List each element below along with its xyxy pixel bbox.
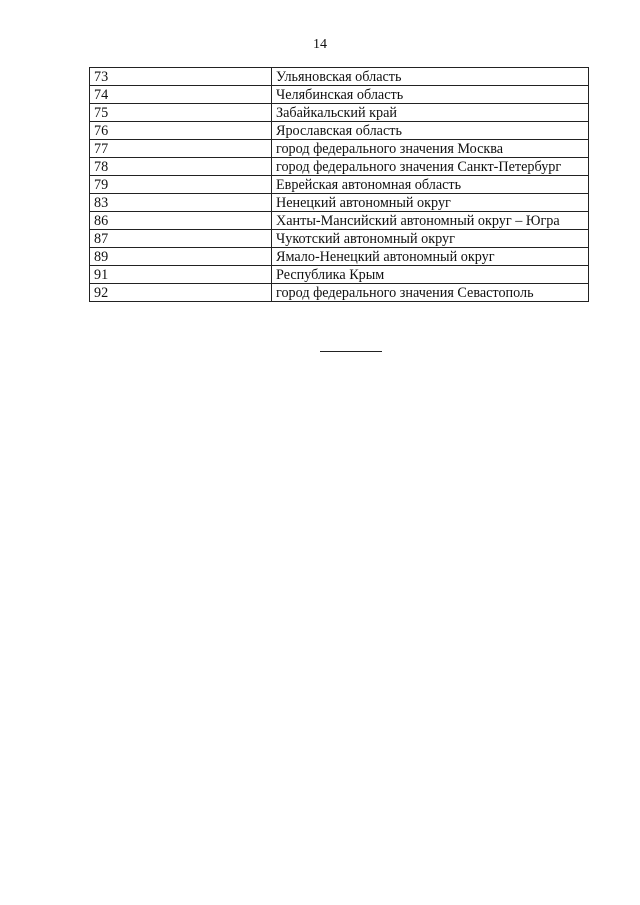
region-code-cell: 79 [90,176,272,194]
region-code-cell: 86 [90,212,272,230]
region-code-cell: 74 [90,86,272,104]
region-name-cell: город федерального значения Москва [272,140,589,158]
region-name-cell: Ханты-Мансийский автономный округ – Югра [272,212,589,230]
table-row [90,266,589,284]
region-name-cell: Забайкальский край [272,104,589,122]
table-row [90,212,589,230]
region-name-cell: Ямало-Ненецкий автономный округ [272,248,589,266]
region-code-cell: 83 [90,194,272,212]
region-code-cell: 87 [90,230,272,248]
region-code-cell: 89 [90,248,272,266]
table-row [90,284,589,302]
region-code-cell: 75 [90,104,272,122]
region-name-cell: Челябинская область [272,86,589,104]
table-row [90,194,589,212]
region-code-cell: 92 [90,284,272,302]
table-row [90,158,589,176]
region-name-cell: Чукотский автономный округ [272,230,589,248]
region-name-cell: Еврейская автономная область [272,176,589,194]
table-row [90,122,589,140]
table-row [90,248,589,266]
table-row [90,68,589,86]
table-row [90,140,589,158]
region-code-cell: 77 [90,140,272,158]
region-name-cell: Ярославская область [272,122,589,140]
table-row [90,230,589,248]
region-code-cell: 73 [90,68,272,86]
region-name-cell: город федерального значения Санкт-Петербург [272,158,589,176]
region-name-cell: Ненецкий автономный округ [272,194,589,212]
table-row [90,176,589,194]
region-name-cell: Республика Крым [272,266,589,284]
region-name-cell: город федерального значения Севастополь [272,284,589,302]
region-code-cell: 78 [90,158,272,176]
table-row [90,104,589,122]
region-name-cell: Ульяновская область [272,68,589,86]
region-code-cell: 76 [90,122,272,140]
page-number: 14 [313,37,327,52]
region-code-cell: 91 [90,266,272,284]
table-row [90,86,589,104]
closing-divider [320,351,382,352]
region-code-table [89,67,589,302]
